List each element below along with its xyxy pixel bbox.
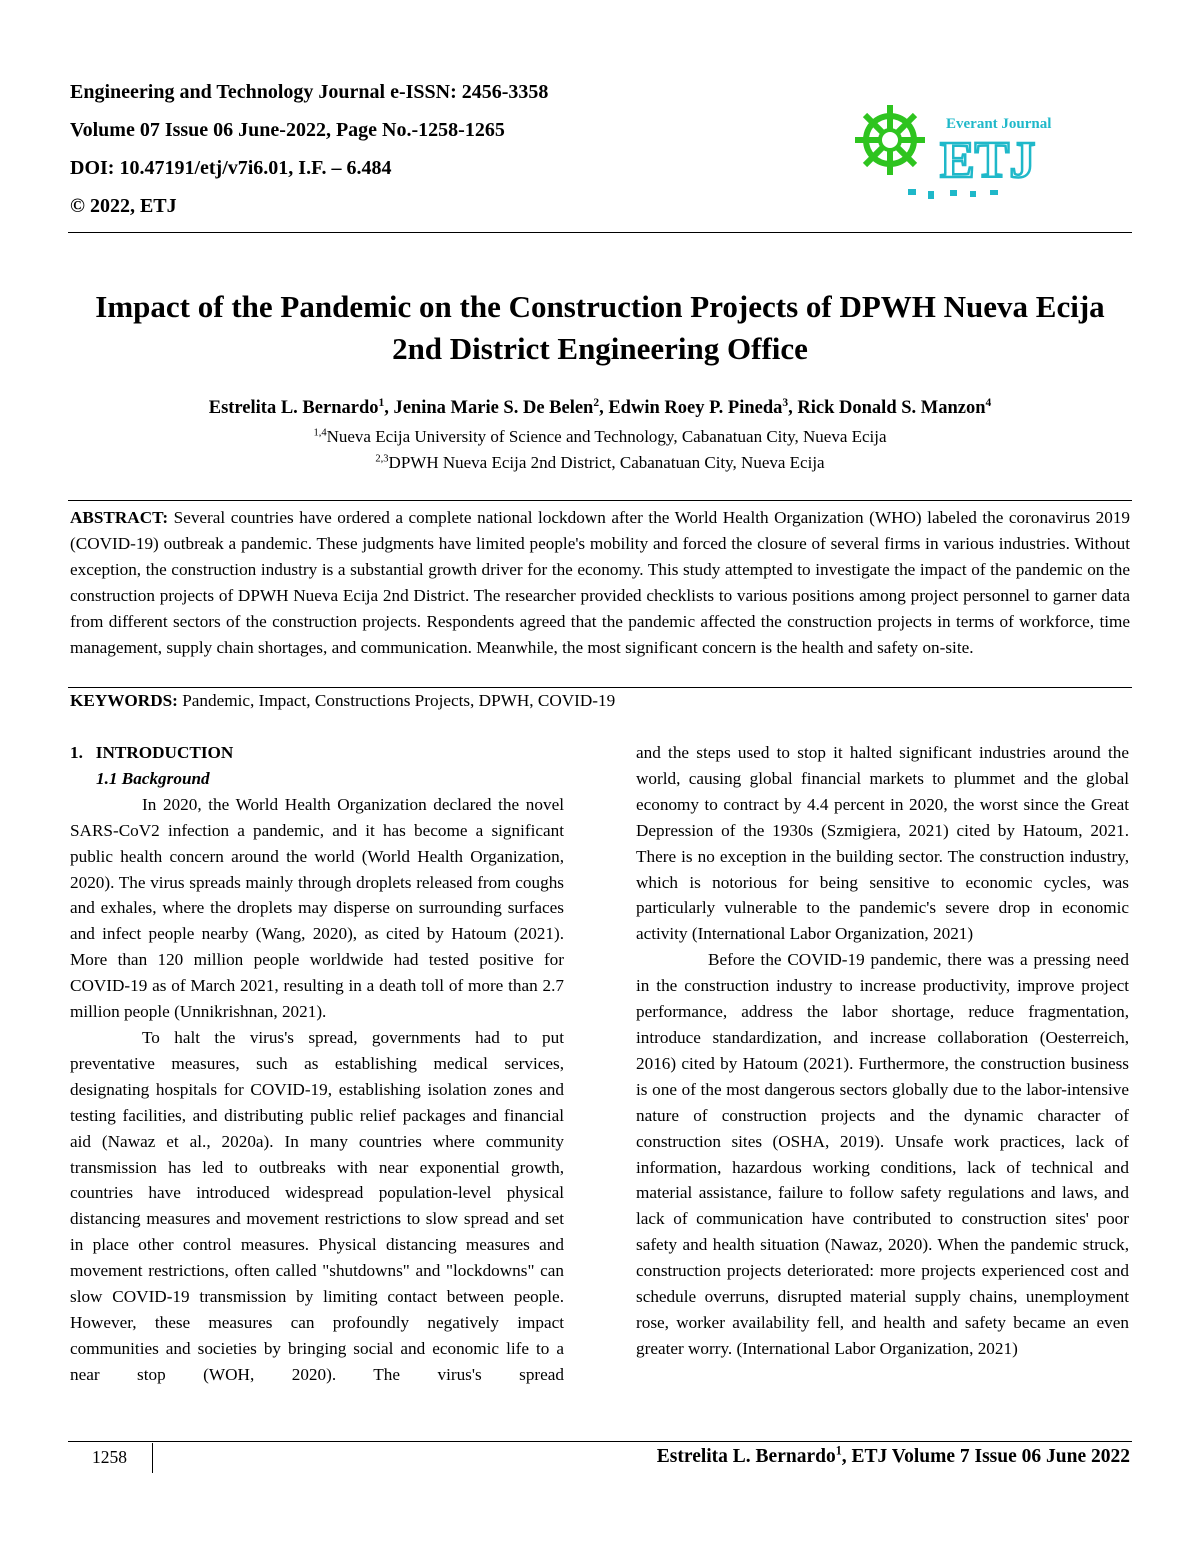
author-sup: 4	[985, 396, 992, 409]
footer-journal: , ETJ Volume 7 Issue 06 June 2022	[841, 1446, 1130, 1467]
etj-logo	[850, 95, 1075, 210]
keywords	[70, 691, 615, 711]
header-doi-line: DOI: 10.47191/etj/v7i6.01, I.F. – 6.484	[70, 157, 392, 179]
keywords-label: KEYWORDS:	[70, 691, 178, 710]
right-column	[636, 740, 1129, 1362]
abstract-label: ABSTRACT:	[70, 508, 169, 527]
affiliation-sup: 2,3	[375, 453, 389, 465]
body-paragraph: Before the COVID-19 pandemic, there was a pressing need in the construction industry to increase productivity, improve project performance, address the labor shortage, reduce fragmentation, introduce standardization, and increase collaboration (Oesterreich, 2016) cited by Hatoum (2021). Furthermore, the construction business is one of the most dangerous sectors globally due to the labor-intensive nature of construction projects and the dynamic character of construction sites (OSHA, 2019). Unsafe work practices, lack of information, hazardous working conditions, lack of technical and material assistance, failure to follow safety regulations and laws, and lack of communication have contributed to construction sites' poor safety and health situation (Nawaz, 2020). When the pandemic struck, construction projects deteriorated: more projects experienced cost and schedule overruns, disrupted material supply chains, unemployment rose, worker availability fell, and health and safety became an even greater worry. (International Labor Organization, 2021)	[636, 950, 1129, 1358]
footer-separator	[152, 1443, 153, 1473]
logo-decor-icon	[908, 189, 998, 199]
paper-title	[68, 286, 1132, 370]
logo-top-text: Everant Journal	[946, 116, 1052, 132]
title-line-2: 2nd District Engineering Office	[392, 331, 808, 366]
abstract-bottom-divider	[68, 687, 1132, 688]
header-volume-line: Volume 07 Issue 06 June-2022, Page No.-1258-1265	[70, 119, 505, 141]
header-issn-line: Engineering and Technology Journal e-ISSN: 2456-3358	[70, 81, 549, 103]
logo-main-text: ETJ	[940, 132, 1036, 189]
author-name: Jenina Marie S. De Belen	[393, 398, 594, 418]
author-sup: 1	[378, 396, 385, 409]
author-name: Rick Donald S. Manzon	[797, 398, 986, 418]
body-paragraph: To halt the virus's spread, governments had to put preventative measures, such as establishing medical services, designating hospitals for COVID-19, establishing isolation zones and testing facilities, and distributing public relief packages and financial aid (Nawaz et al., 2020a). In many countries where community transmission has led to outbreaks with near exponential growth, countries have introduced widespread population-level physical distancing measures and movement restrictions to slow spread and set in place other control measures. Physical distancing measures and movement restrictions, often called "shutdowns" and "lockdowns" can slow COVID-19 transmission by limiting contact between people. However, these measures can profoundly negatively impact communities and societies by bringing social and economic life to a near stop (WOH, 2020). The virus's spread	[70, 1027, 564, 1384]
left-column	[70, 740, 564, 1388]
abstract-text: Several countries have ordered a complete national lockdown after the World Health Organization (WHO) labeled the coronavirus 2019 (COVID-19) outbreak a pandemic. These judgments have limited people's mobility and forced the closure of several firms in various industries. Without exception, the construction industry is a substantial growth driver for the economy. This study attempted to investigate the impact of the pandemic on the construction projects of DPWH Nueva Ecija 2nd District. The researcher provided checklists to various positions among project personnel to garner data from different sectors of the construction projects. Respondents agreed that the pandemic affected the construction projects in terms of workforce, time management, supply chain shortages, and communication. Meanwhile, the most significant concern is the health and safety on-site.	[70, 508, 1131, 657]
abstract	[70, 505, 1130, 661]
keywords-text: Pandemic, Impact, Constructions Projects, DPWH, COVID-19	[182, 691, 616, 710]
author-sup: 2	[593, 396, 600, 409]
header-divider	[68, 232, 1132, 233]
body-paragraph: In 2020, the World Health Organization declared the novel SARS-CoV2 infection a pandemic, and it has become a significant public health concern around the world (World Health Organization, 2020). The virus spreads mainly through droplets released from coughs and exhales, where the droplets may disperse on surrounding surfaces and infect people nearby (Wang, 2020), as cited by Hatoum (2021). More than 120 million people worldwide had tested positive for COVID-19 as of March 2021, resulting in a death toll of more than 2.7 million people (Unnikrishnan, 2021).	[70, 794, 564, 1022]
author-name: Edwin Roey P. Pineda	[608, 398, 783, 418]
abstract-top-divider	[68, 500, 1132, 501]
journal-header	[70, 82, 548, 234]
affiliation-sup: 1,4	[313, 427, 327, 439]
header-copyright-line: © 2022, ETJ	[70, 195, 177, 217]
footer-divider	[68, 1441, 1132, 1442]
subsection-heading: 1.1 Background	[96, 768, 210, 788]
affiliation-text: Nueva Ecija University of Science and Technology, Cabanatuan City, Nueva Ecija	[326, 427, 887, 446]
title-line-1: Impact of the Pandemic on the Construction Projects of DPWH Nueva Ecija	[95, 289, 1105, 324]
footer-citation	[656, 1443, 1130, 1468]
affiliation-1	[68, 427, 1132, 447]
affiliation-text: DPWH Nueva Ecija 2nd District, Cabanatuan City, Nueva Ecija	[388, 453, 825, 472]
author-list: Estrelita L. Bernardo$^1$, Jenina Marie S. De Belen$^2$, Edwin Roey P. Pineda$^3$, Rick Donald S. Manzon$^4$	[208, 396, 992, 418]
author-sup: 3	[782, 396, 789, 409]
affiliation-2	[68, 453, 1132, 473]
author-name: Estrelita L. Bernardo	[208, 398, 379, 418]
footer-author-sup: 1	[835, 1443, 842, 1458]
page-number: 1258	[92, 1447, 127, 1467]
body-paragraph: and the steps used to stop it halted significant industries around the world, causing global financial markets to plummet and the global economy to contract by 4.4 percent in 2020, the worst since the Great Depression of the 1930s (Szmigiera, 2021) cited by Hatoum, 2021. There is no exception in the building sector. The construction industry, which is notorious for being sensitive to economic cycles, was particularly vulnerable to the pandemic's severe drop in economic activity (International Labor Organization, 2021)	[636, 743, 1129, 944]
section-heading: 1. INTRODUCTION	[70, 743, 234, 762]
footer-author: Estrelita L. Bernardo	[656, 1446, 836, 1467]
